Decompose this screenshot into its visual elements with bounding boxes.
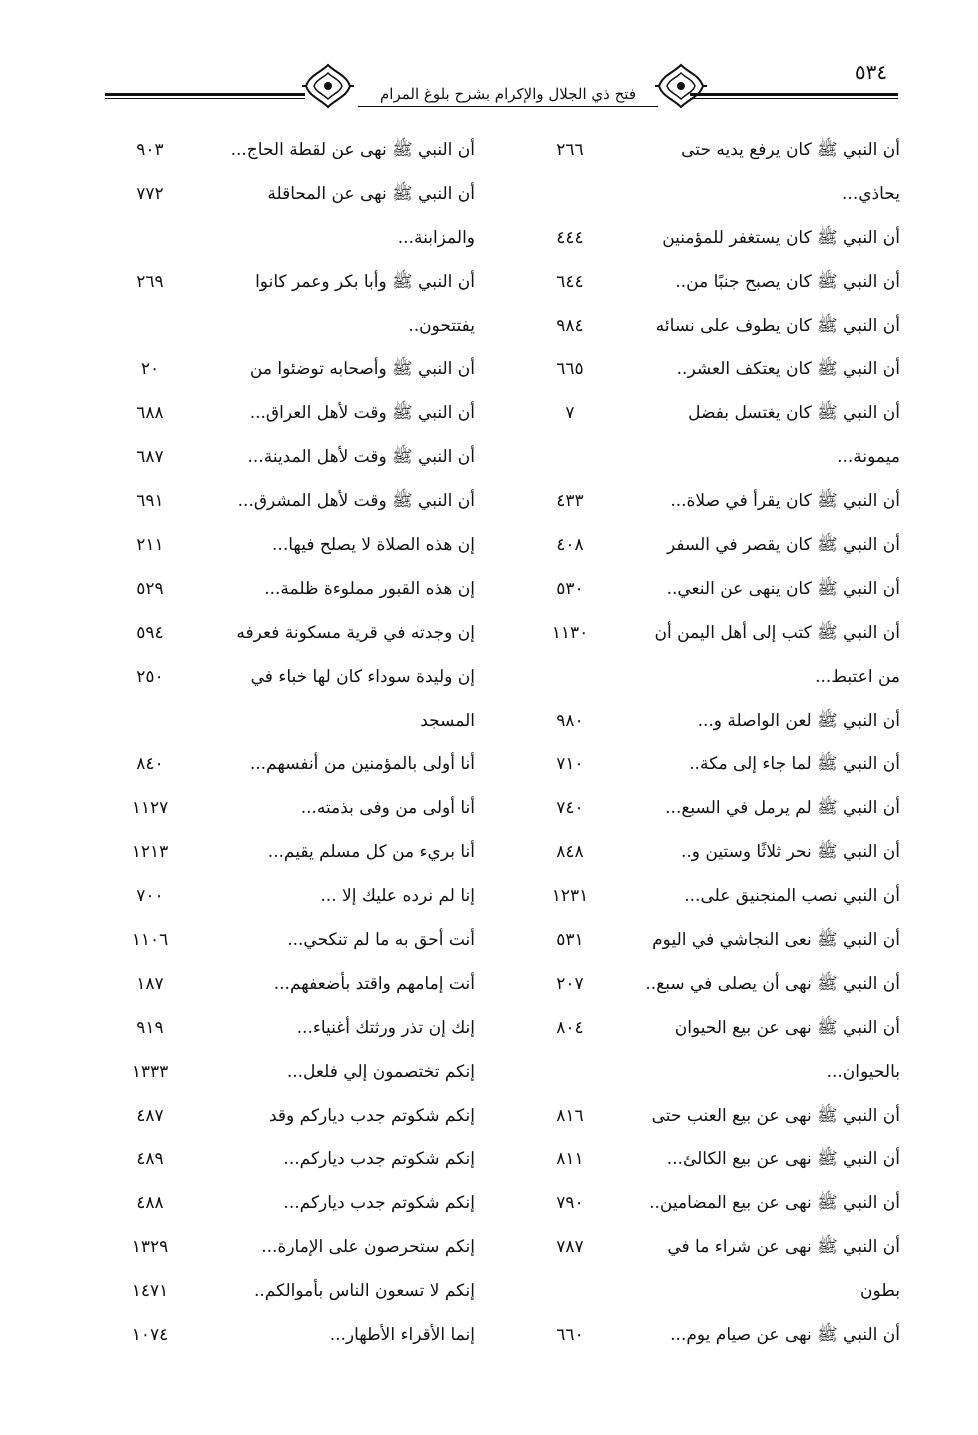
entry-text: أن النبي ﷺ نهى عن بيع العنب حتى <box>651 1105 900 1126</box>
index-entry <box>520 703 900 747</box>
page-number: ٥٣٤ <box>854 60 888 84</box>
ornament-icon <box>302 61 354 111</box>
entry-text: أن النبي ﷺ نهى عن شراء ما في <box>667 1237 900 1258</box>
index-entry <box>110 571 490 615</box>
entry-text: إن هذه القبور مملوءة ظلمة... <box>264 578 475 599</box>
index-entry <box>110 1054 490 1098</box>
entry-page-number: ٤٨٧ <box>136 1105 164 1126</box>
index-entry <box>520 264 900 308</box>
index-entry <box>110 966 490 1010</box>
entry-page-number: ١١٠٦ <box>131 930 169 951</box>
entry-text: أن النبي ﷺ كتب إلى أهل اليمن أن <box>654 622 900 643</box>
entry-text: أن النبي ﷺ وأبا بكر وعمر كانوا <box>255 271 475 292</box>
entry-page-number: ٤٠٨ <box>556 535 584 556</box>
entry-page-number: ٦٨٨ <box>136 403 164 424</box>
entry-text: أن النبي ﷺ وأصحابه توضئوا من <box>249 359 475 380</box>
index-entry <box>520 1141 900 1185</box>
entry-page-number: ١٣٢٩ <box>131 1237 169 1258</box>
entry-page-number: ١٣٣٣ <box>131 1061 169 1082</box>
ornament-icon <box>655 61 707 111</box>
index-entry <box>520 351 900 395</box>
index-entry <box>520 571 900 615</box>
entry-text: أنا أولى بالمؤمنين من أنفسهم... <box>249 754 475 775</box>
index-entry <box>520 439 900 483</box>
entry-text: أن النبي ﷺ نهى عن بيع الكالئ... <box>666 1149 900 1170</box>
entry-text: أنا بريء من كل مسلم يقيم... <box>267 842 475 863</box>
entry-text: بالحيوان... <box>826 1061 900 1082</box>
entry-page-number: ٦٨٧ <box>136 447 164 468</box>
entry-text: إنكم ستحرصون على الإمارة... <box>261 1237 475 1258</box>
entry-text: أن النبي ﷺ وقت لأهل المدينة... <box>247 447 475 468</box>
entry-text: أن النبي ﷺ كان يعتكف العشر.. <box>676 359 900 380</box>
index-entry <box>520 483 900 527</box>
entry-page-number: ٤٨٨ <box>136 1193 164 1214</box>
index-entry <box>520 615 900 659</box>
entry-page-number: ٤٤٤ <box>556 227 584 248</box>
entry-page-number: ٦٦٥ <box>556 359 584 380</box>
entry-text: إن وجدته في قرية مسكونة فعرفه <box>236 622 475 643</box>
entry-text: أن النبي ﷺ نهى أن يصلى في سبع.. <box>645 973 900 994</box>
entry-text: يفتتحون.. <box>408 315 475 336</box>
index-entry <box>520 834 900 878</box>
entry-page-number: ٢٥٠ <box>136 666 164 687</box>
index-entry <box>110 659 490 703</box>
entry-page-number: ١١٣٠ <box>551 622 589 643</box>
entry-text: إنا لم نرده عليك إلا ... <box>320 886 475 907</box>
entry-page-number: ٥٢٩ <box>136 578 164 599</box>
entry-page-number: ٢٦٦ <box>556 140 584 160</box>
entry-text: أن النبي ﷺ كان يقرأ في صلاة... <box>670 491 900 512</box>
entry-text: ميمونة... <box>837 447 900 468</box>
entry-text: أن النبي ﷺ نهى عن بيع الحيوان <box>674 1017 900 1038</box>
index-entry <box>520 1229 900 1273</box>
entry-text: إنما الأقراء الأطهار... <box>329 1325 475 1346</box>
entry-page-number: ٧٠٠ <box>136 886 164 907</box>
entry-text: إن وليدة سوداء كان لها خباء في <box>250 666 475 687</box>
index-entry <box>520 1185 900 1229</box>
index-entry <box>110 176 490 220</box>
entry-page-number: ٤٣٣ <box>556 491 584 512</box>
index-entry <box>520 922 900 966</box>
entry-text: والمزابنة... <box>397 227 475 248</box>
index-entry <box>110 1273 490 1317</box>
entry-page-number: ٨٠٤ <box>556 1017 584 1038</box>
entry-page-number: ١١٢٧ <box>131 798 169 819</box>
index-entry <box>110 264 490 308</box>
index-entry <box>110 1141 490 1185</box>
entry-page-number: ٧٧٢ <box>136 183 164 204</box>
entry-page-number: ٦٩١ <box>136 491 164 512</box>
index-entry <box>110 351 490 395</box>
entry-text: إنكم شكوتم جدب دياركم... <box>283 1149 475 1170</box>
entry-text: أن النبي ﷺ كان يستغفر للمؤمنين <box>662 227 900 248</box>
entry-page-number: ٢٠ <box>140 359 160 380</box>
index-entry <box>520 1098 900 1142</box>
entry-page-number: ٢٦٩ <box>136 271 164 292</box>
index-entry <box>110 790 490 834</box>
entry-page-number: ٧٤٠ <box>556 798 584 819</box>
book-title: فتح ذي الجلال والإكرام بشرح بلوغ المرام <box>358 85 658 107</box>
index-entry <box>110 439 490 483</box>
entry-text: أن النبي ﷺ نعى النجاشي في اليوم <box>652 930 900 951</box>
entry-text: المسجد <box>420 710 475 731</box>
index-entry <box>520 220 900 264</box>
entry-text: إنكم شكوتم جدب دياركم... <box>283 1193 475 1214</box>
entry-text: إنكم لا تسعون الناس بأموالكم.. <box>253 1281 475 1302</box>
entry-page-number: ٥٣٠ <box>556 578 584 599</box>
entry-text: أن النبي ﷺ نهى عن صيام يوم... <box>670 1325 900 1346</box>
entry-page-number: ٧٩٠ <box>556 1193 584 1214</box>
entry-page-number: ١٠٧٤ <box>131 1325 169 1346</box>
index-entry <box>110 878 490 922</box>
entry-page-number: ٩١٩ <box>136 1017 164 1038</box>
index-entry <box>110 615 490 659</box>
entry-text: أن النبي ﷺ كان يطوف على نسائه <box>655 315 900 336</box>
entry-page-number: ١٨٧ <box>136 973 164 994</box>
index-entry <box>110 1010 490 1054</box>
entry-page-number: ٩٨٤ <box>556 315 584 336</box>
entry-text: إنكم تختصمون إلي فلعل... <box>286 1061 475 1082</box>
index-entry <box>520 176 900 220</box>
index-entry <box>520 132 900 176</box>
entry-text: أنت أحق به ما لم تنكحي... <box>287 930 475 951</box>
entry-page-number: ٥٣١ <box>556 930 584 951</box>
index-entry <box>110 308 490 352</box>
index-entry <box>110 1229 490 1273</box>
header-rule-left <box>105 93 305 99</box>
header-rule-right <box>690 93 898 99</box>
entry-text: إنك إن تذر ورثتك أغنياء... <box>296 1017 475 1038</box>
index-entry <box>520 746 900 790</box>
index-entry <box>520 878 900 922</box>
index-entry <box>110 1317 490 1361</box>
index-entry <box>520 790 900 834</box>
index-entry <box>110 922 490 966</box>
entry-page-number: ٦٦٠ <box>556 1325 584 1346</box>
index-entry <box>110 746 490 790</box>
index-entry <box>520 659 900 703</box>
entry-text: أنا أولى من وفى بذمته... <box>300 798 475 819</box>
entry-text: أن النبي ﷺ كان يقصر في السفر <box>666 535 900 556</box>
index-entry <box>110 483 490 527</box>
entry-page-number: ٦٤٤ <box>556 271 584 292</box>
page-header <box>100 55 900 110</box>
entry-text: أن النبي ﷺ نهى عن المحاقلة <box>267 183 475 204</box>
entry-text: أن النبي نصب المنجنيق على... <box>684 886 900 907</box>
entry-page-number: ٤٨٩ <box>136 1149 164 1170</box>
entry-page-number: ٧ <box>565 403 575 424</box>
entry-page-number: ٢١١ <box>136 535 164 556</box>
index-entry <box>520 527 900 571</box>
entry-text: أن النبي ﷺ لعن الواصلة و... <box>697 710 900 731</box>
entry-text: أن النبي ﷺ كان يغتسل بفضل <box>688 403 900 424</box>
entry-page-number: ٧٨٧ <box>556 1237 584 1258</box>
entry-page-number: ١٢٣١ <box>551 886 589 907</box>
entry-text: بطون <box>860 1281 900 1302</box>
index-entry <box>520 1317 900 1361</box>
entry-page-number: ٨٤٠ <box>136 754 164 775</box>
index-entry <box>110 395 490 439</box>
entry-page-number: ٨١١ <box>556 1149 584 1170</box>
entry-text: أن النبي ﷺ وقت لأهل العراق... <box>249 403 475 424</box>
index-entry <box>110 703 490 747</box>
entry-text: أن النبي ﷺ لم يرمل في السبع... <box>665 798 900 819</box>
entry-page-number: ٧١٠ <box>556 754 584 775</box>
index-column-right <box>520 132 900 1361</box>
entry-text: أن النبي ﷺ كان يصبح جنبًا من.. <box>675 271 900 292</box>
index-entry <box>520 1010 900 1054</box>
entry-text: أن النبي ﷺ نحر ثلاثًا وستين و.. <box>680 842 900 863</box>
index-entry <box>520 308 900 352</box>
entry-page-number: ٩٨٠ <box>556 710 584 731</box>
entry-text: أن النبي ﷺ كان ينهى عن النعي.. <box>666 578 900 599</box>
entry-text: أنت إمامهم واقتد بأضعفهم... <box>273 973 475 994</box>
entry-text: إنكم شكوتم جدب دياركم وقد <box>268 1105 475 1126</box>
index-entry <box>110 132 490 176</box>
entry-page-number: ٨٤٨ <box>556 842 584 863</box>
index-entry <box>520 395 900 439</box>
entry-text: أن النبي ﷺ لما جاء إلى مكة.. <box>689 754 900 775</box>
entry-page-number: ٨١٦ <box>556 1105 584 1126</box>
entry-page-number: ٥٩٤ <box>136 622 164 643</box>
entry-text: يحاذي... <box>842 183 900 204</box>
index-entry <box>110 527 490 571</box>
index-entry <box>110 1098 490 1142</box>
index-column-left <box>110 132 490 1361</box>
entry-text: من اعتبط... <box>815 666 900 687</box>
index-entry <box>520 966 900 1010</box>
index-entry <box>110 220 490 264</box>
index-entry <box>520 1054 900 1098</box>
entry-page-number: ٢٠٧ <box>556 973 584 994</box>
index-entry <box>110 1185 490 1229</box>
entry-text: إن هذه الصلاة لا يصلح فيها... <box>272 535 475 556</box>
entry-page-number: ١٢١٣ <box>131 842 169 863</box>
entry-text: أن النبي ﷺ نهى عن لقطة الحاج... <box>230 140 475 160</box>
entry-text: أن النبي ﷺ كان يرفع يديه حتى <box>681 140 900 160</box>
index-entry <box>110 834 490 878</box>
entry-text: أن النبي ﷺ نهى عن بيع المضامين.. <box>649 1193 900 1214</box>
entry-page-number: ٩٠٣ <box>136 140 164 160</box>
entry-text: أن النبي ﷺ وقت لأهل المشرق... <box>237 491 475 512</box>
entry-page-number: ١٤٧١ <box>131 1281 169 1302</box>
index-entry <box>520 1273 900 1317</box>
